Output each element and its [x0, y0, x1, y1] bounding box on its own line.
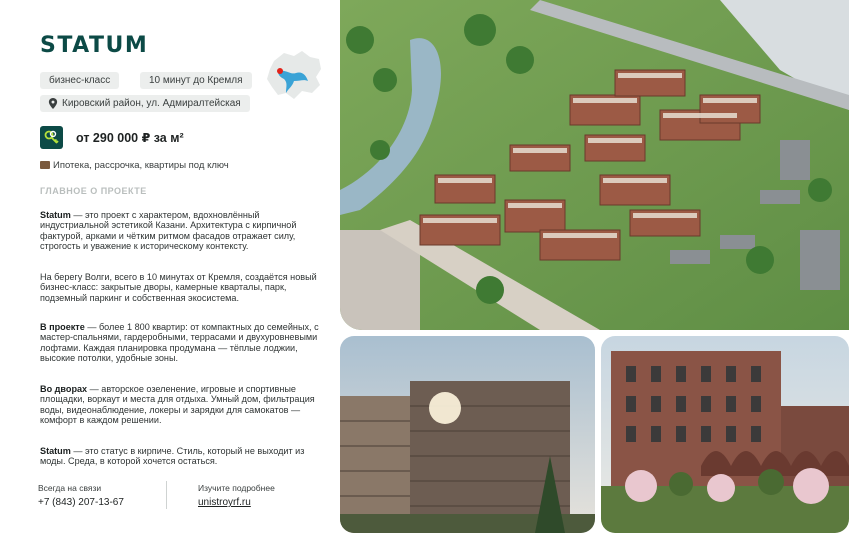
keys-icon — [40, 126, 63, 149]
contact-site-block — [198, 483, 275, 508]
location-text: Кировский район, ул. Адмиралтейская — [62, 98, 241, 109]
mortgage-line — [40, 160, 229, 171]
mortgage-text: Ипотека, рассрочка, квартиры под ключ — [53, 160, 229, 171]
paragraph-text: — авторское озеленение, игровые и спортивные площадки, воркаут и места для отдыха. Умный дом, фильтрация воды, видеонаблюдение, локеры и зарядки для самокатов — комфорт в каждом решении. — [40, 384, 315, 426]
briefcase-icon — [40, 161, 50, 169]
paragraph-bold: Во дворах — [40, 384, 88, 394]
distance-tag: 10 минут до Кремля — [140, 72, 252, 89]
location-tag — [40, 95, 250, 112]
info-panel — [0, 0, 340, 533]
paragraph-text: — это проект с характером, вдохновлённый индустриальной эстетикой Казани. Архитектура с кирпичной фактурой, арками и чётким ритмом фасадов отражает силу, строгость и уважение к историческому контексту. — [40, 210, 297, 252]
site-label: Изучите подробнее — [198, 483, 275, 493]
brand-logo: STATUM — [40, 33, 149, 58]
street-render-image — [601, 336, 849, 533]
paragraph-bold: В проекте — [40, 322, 85, 332]
paragraph-location — [40, 272, 325, 303]
paragraph-text: На берегу Волги, всего в 10 минутах от Кремля, создаётся новый бизнес-класс: закрытые дворы, камерные кварталы, парк, подземный паркинг и собственная экосистема. — [40, 272, 317, 303]
paragraph-text: — это статус в кирпиче. Стиль, который не выходит из моды. Среда, в которой хочется остаться. — [40, 446, 305, 467]
contact-divider — [166, 481, 167, 509]
paragraph-bold: Statum — [40, 446, 71, 456]
paragraph-status — [40, 446, 325, 467]
paragraph-intro — [40, 210, 325, 252]
paragraph-text: — более 1 800 квартир: от компактных до семейных, с мастер-спальнями, гардеробными, террасами и двухуровневыми лофтами. Каждая планировка продумана — тёплые лоджии, высокие потолки, удобные зоны. — [40, 322, 319, 364]
paragraph-bold: Statum — [40, 210, 71, 220]
price-text: от 290 000 ₽ за м² — [76, 131, 184, 145]
paragraph-courtyards — [40, 384, 325, 426]
class-tag: бизнес-класс — [40, 72, 119, 89]
aerial-render-image — [340, 0, 849, 330]
site-link[interactable]: unistroyrf.ru — [198, 497, 251, 508]
tatarstan-map-icon — [264, 47, 324, 101]
paragraph-apartments — [40, 322, 325, 364]
building-render-image — [340, 336, 595, 533]
phone-link[interactable]: +7 (843) 207-13-67 — [38, 497, 124, 508]
location-pin-icon — [48, 98, 58, 109]
phone-label: Всегда на связи — [38, 483, 102, 493]
section-title: ГЛАВНОЕ О ПРОЕКТЕ — [40, 186, 147, 196]
contact-phone-block — [38, 483, 124, 508]
